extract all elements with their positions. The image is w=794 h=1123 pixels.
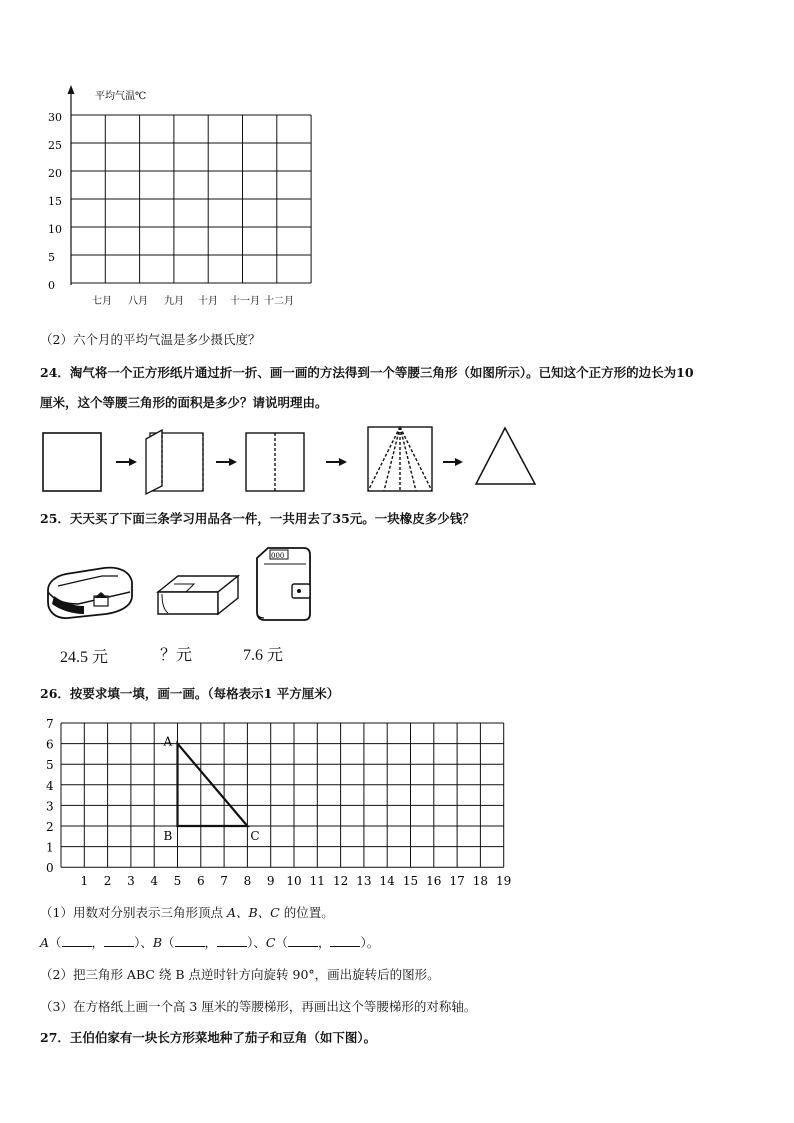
label-b: B (152, 935, 163, 950)
y-tick-label: 20 (48, 167, 62, 180)
comma: ， (317, 935, 331, 950)
grid-x-tick: 6 (196, 874, 205, 889)
square-paper-icon (43, 433, 101, 491)
grid-x-tick: 16 (426, 874, 442, 889)
grid-x-tick: 8 (243, 874, 252, 889)
grid-x-tick: 12 (332, 874, 349, 889)
temperature-chart (40, 82, 330, 314)
q26-answer-line (40, 934, 379, 952)
paren-open: （ (162, 935, 175, 950)
blank-c-y[interactable] (330, 934, 360, 947)
comma: ， (91, 935, 105, 950)
paren-close: ） (247, 935, 254, 950)
label-a: A (40, 935, 50, 950)
grid-y-tick: 2 (46, 820, 54, 834)
separator: 、 (140, 935, 153, 950)
x-tick-label: 七月 (92, 296, 112, 307)
grid-x-tick: 18 (472, 874, 489, 889)
blank-c-x[interactable] (288, 934, 318, 947)
grid-x-tick: 5 (173, 874, 182, 889)
y-tick-label: 5 (48, 251, 55, 264)
vertex-label-c: C (250, 829, 260, 843)
temp-grid (71, 115, 311, 283)
notebook-icon (254, 544, 314, 624)
y-tick-label: 30 (48, 111, 62, 124)
y-tick-label: 15 (48, 195, 62, 208)
dashed-triangle-square-icon (368, 427, 432, 491)
coordinate-x-ticks (80, 874, 511, 888)
grid-y-tick: 3 (46, 799, 54, 814)
paren-close: ） (360, 935, 367, 950)
coordinate-grid (40, 712, 530, 894)
pencil-case-price: 24.5 元 (60, 649, 109, 666)
y-tick-label: 0 (48, 279, 55, 292)
period: 。 (366, 935, 380, 950)
coordinate-y-ticks (46, 717, 54, 875)
y-tick-label: 25 (48, 139, 62, 152)
label-c: C (265, 935, 276, 950)
q25-text: 25．天天买了下面三条学习用品各一件，一共用去了35元。一块橡皮多少钱？ (40, 511, 475, 526)
eraser-price: ？元 (160, 647, 193, 664)
arrow-right-icon (443, 458, 463, 466)
q24-line2: 厘米，这个等腰三角形的面积是多少？请说明理由。 (40, 395, 328, 410)
grid-y-tick: 6 (46, 737, 54, 752)
temp-x-labels (92, 294, 294, 307)
q26-part3: （3）在方格纸上画一个高 3 厘米的等腰梯形，再画出这个等腰梯形的对称轴。 (40, 999, 477, 1014)
grid-x-tick: 1 (80, 874, 89, 889)
temp-y-ticks (48, 111, 62, 292)
q26-part1-end: 的位置。 (283, 905, 334, 920)
pencil-case-icon (44, 562, 140, 620)
arrow-right-icon (326, 458, 347, 466)
q26-part2: （2）把三角形 ABC 绕 B 点逆时针方向旋转 90°，画出旋转后的图形。 (40, 967, 440, 982)
grid-x-tick: 17 (449, 874, 465, 889)
grid-y-tick: 4 (46, 778, 54, 793)
grid-x-tick: 4 (150, 874, 159, 889)
x-tick-label: 十月 (198, 296, 218, 307)
grid-x-tick: 3 (127, 874, 135, 889)
grid-x-tick: 15 (402, 874, 419, 889)
y-axis-arrow-icon (68, 85, 75, 94)
svg-text:000: 000 (271, 552, 285, 560)
blank-b-y[interactable] (217, 934, 247, 947)
q24-line1: 24．淘气将一个正方形纸片通过折一折、画一画的方法得到一个等腰三角形（如图所示）。已知这个正方形的边长为10 (40, 365, 694, 380)
blank-a-y[interactable] (104, 934, 134, 947)
q26-title: 26．按要求填一填，画一画。（每格表示1 平方厘米） (40, 686, 340, 701)
folding-sequence-figure (38, 424, 548, 500)
x-tick-label: 十一月 (230, 296, 260, 307)
comma: ， (204, 935, 218, 950)
coordinate-grid-lines (61, 723, 504, 867)
grid-x-tick: 2 (103, 874, 112, 889)
triangle-abc (163, 735, 260, 843)
notebook-price: 7.6 元 (243, 647, 284, 664)
paren-close: ） (134, 935, 141, 950)
vertex-label-a: A (163, 734, 173, 749)
blank-b-x[interactable] (175, 934, 205, 947)
grid-x-tick: 10 (286, 874, 302, 889)
paren-open: （ (49, 935, 62, 950)
q23-part2: （2）六个月的平均气温是多少摄氏度？ (40, 332, 261, 347)
grid-x-tick: 7 (220, 874, 228, 889)
q26-part1 (40, 904, 334, 922)
eraser-icon (154, 570, 242, 618)
grid-y-tick: 0 (46, 861, 54, 876)
isosceles-triangle-icon (476, 428, 535, 484)
unfolded-square-icon (246, 433, 304, 491)
q26-part1-vars: A、B、C (226, 905, 280, 920)
folding-paper-icon (146, 430, 203, 494)
x-tick-label: 十二月 (264, 296, 294, 307)
paren-open: （ (275, 935, 288, 950)
grid-y-tick: 5 (46, 758, 54, 773)
x-tick-label: 九月 (164, 296, 184, 307)
q26-part1-text: （1）用数对分别表示三角形顶点 (40, 905, 223, 920)
grid-x-tick: 14 (379, 874, 395, 889)
arrow-right-icon (216, 458, 237, 466)
separator: 、 (253, 935, 266, 950)
grid-x-tick: 13 (356, 874, 372, 889)
vertex-label-b: B (163, 829, 173, 843)
q27-text: 27．王伯伯家有一块长方形菜地种了茄子和豆角（如下图）。 (40, 1030, 377, 1045)
grid-x-tick: 19 (496, 874, 512, 889)
grid-y-tick: 1 (46, 840, 54, 855)
blank-a-x[interactable] (62, 934, 92, 947)
x-tick-label: 八月 (128, 296, 148, 307)
grid-x-tick: 11 (309, 874, 325, 889)
y-tick-label: 10 (48, 223, 62, 236)
grid-x-tick: 9 (266, 874, 275, 889)
chart-ylabel: 平均气温℃ (95, 91, 147, 102)
grid-y-tick: 7 (46, 717, 54, 731)
arrow-right-icon (116, 458, 137, 466)
